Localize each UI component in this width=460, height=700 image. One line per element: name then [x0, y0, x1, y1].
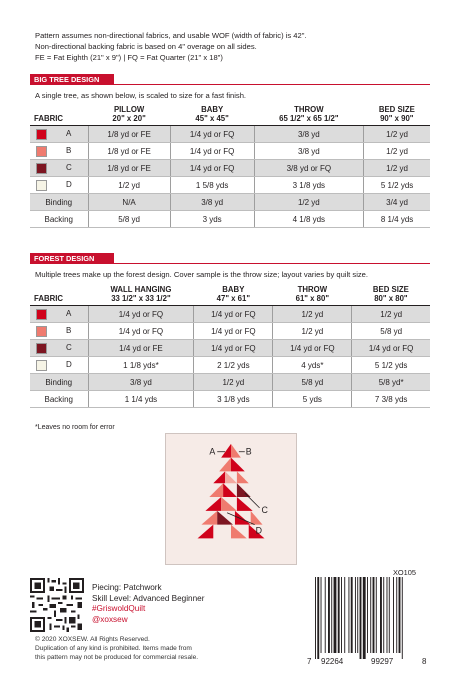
forest-yardage-table [30, 284, 430, 408]
pattern-code: XO105 [393, 568, 417, 577]
barcode-digit-left: 7 [307, 657, 312, 666]
table-cell: 5 1/2 yds [352, 357, 430, 374]
table-cell: 5 yds [273, 391, 352, 408]
skill-level: Skill Level: Advanced Beginner [92, 593, 205, 603]
column-header-pillow: PILLOW 20" x 20" [88, 104, 170, 126]
table-cell: 7 3/8 yds [352, 391, 430, 408]
footnote: *Leaves no room for error [35, 424, 115, 431]
barcode-bar [348, 577, 349, 653]
table-cell: 1/4 yd or FQ [170, 126, 254, 143]
table-cell: 1/2 yd [254, 194, 364, 211]
table-row [30, 126, 430, 143]
tree-block-diagram [165, 433, 297, 565]
label-d: D [255, 525, 263, 536]
table-cell: 1/2 yd [194, 374, 273, 391]
barcode-bar [355, 577, 356, 653]
column-header-bed-size: BED SIZE 80" x 80" [352, 284, 430, 306]
table-cell: 1/8 yd or FE [88, 143, 170, 160]
table-cell: 3/4 yd [364, 194, 430, 211]
column-header-throw: THROW 61" x 80" [273, 284, 352, 306]
column-header-throw: THROW 65 1/2" x 65 1/2" [254, 104, 364, 126]
pointer-c [245, 493, 260, 508]
table-header-row [30, 104, 430, 126]
barcode-group-2: 99297 [371, 657, 394, 666]
copyright-line: this pattern may not be produced for commercial resale. [35, 653, 199, 661]
barcode-bar [380, 577, 382, 653]
copyright-line: © 2020 XOXSEW. All Rights Reserved. [35, 636, 150, 643]
table-cell: 3 1/8 yds [254, 177, 364, 194]
table-cell: 5 1/2 yds [364, 177, 430, 194]
copyright-notice [35, 636, 198, 662]
table-header-row [30, 284, 430, 306]
patch [201, 511, 217, 525]
column-header-baby: BABY 45" x 45" [170, 104, 254, 126]
table-cell: 1/4 yd or FQ [194, 306, 273, 323]
table-cell: 1/2 yd [273, 306, 352, 323]
barcode-bar [341, 577, 342, 653]
fabric-swatch-a [36, 309, 47, 320]
barcode-digit-right: 8 [422, 657, 427, 666]
barcode-bar [360, 577, 362, 659]
fabric-cell: B [30, 323, 88, 340]
table-cell: 1/2 yd [88, 177, 170, 194]
fabric-cell: D [30, 357, 88, 374]
table-cell: 3/8 yd [88, 374, 194, 391]
table-row [30, 374, 430, 391]
table-cell: 1/4 yd or FQ [170, 143, 254, 160]
table-cell: 1/4 yd or FQ [352, 340, 430, 357]
forest-section-title: FOREST DESIGN [30, 253, 114, 264]
barcode-bar [344, 577, 345, 653]
row-label-binding: Binding [30, 374, 88, 391]
fabric-cell: D [30, 177, 88, 194]
intro-text [35, 30, 435, 64]
barcode-group-1: 92264 [321, 657, 344, 666]
patch [209, 483, 223, 497]
barcode-bar [399, 577, 401, 653]
fabric-cell: A [30, 306, 88, 323]
barcode-bar [396, 577, 397, 653]
table-cell: 1/2 yd [364, 143, 430, 160]
table-cell: 3/8 yd [170, 194, 254, 211]
intro-line-wof: Pattern assumes non-directional fabrics, and usable WOF (width of fabric) is 42". [35, 31, 307, 40]
table-cell: 1/8 yd or FE [88, 126, 170, 143]
patch [198, 525, 214, 539]
barcode-bar [315, 577, 316, 659]
fabric-cell: C [30, 160, 88, 177]
patch [235, 511, 251, 525]
patch [217, 511, 233, 525]
patch-a [221, 444, 231, 458]
table-cell: N/A [88, 194, 170, 211]
patch [237, 471, 249, 483]
patch [231, 525, 247, 539]
barcode-bar [363, 577, 366, 659]
copyright-line: Duplication of any kind is prohibited. Items made from [35, 644, 192, 652]
intro-line-backing: Non-directional backing fabric is based on 4" overage on all sides. [35, 42, 257, 52]
intro-line-abbreviations: FE = Fat Eighth (21" x 9") | FQ = Fat Quarter (21" x 18") [35, 53, 223, 63]
piecing-info: Piecing: Patchwork [92, 583, 162, 592]
big-tree-description: A single tree, as shown below, is scaled to size for a fast finish. [35, 91, 247, 100]
table-row [30, 211, 430, 228]
table-cell: 1 5/8 yds [170, 177, 254, 194]
barcode-bar [370, 577, 371, 653]
barcode-icon [305, 575, 430, 667]
table-cell: 1/4 yd or FQ [194, 323, 273, 340]
big-tree-section-title: BIG TREE DESIGN [30, 74, 114, 85]
table-cell: 1/2 yd [364, 160, 430, 177]
row-label-backing: Backing [30, 391, 88, 408]
column-header-fabric: FABRIC [30, 284, 88, 306]
table-cell: 5/8 yd* [352, 374, 430, 391]
column-header-fabric: FABRIC [30, 104, 88, 126]
barcode-bar [357, 577, 358, 653]
table-cell: 3/8 yd [254, 143, 364, 160]
upc-barcode [305, 575, 430, 667]
fabric-cell: B [30, 143, 88, 160]
patch [219, 458, 231, 472]
table-cell: 4 1/8 yds [254, 211, 364, 228]
fabric-swatch-d [36, 360, 47, 371]
table-cell: 2 1/2 yds [194, 357, 273, 374]
fabric-cell: C [30, 340, 88, 357]
column-header-baby: BABY 47" x 61" [194, 284, 273, 306]
table-row [30, 177, 430, 194]
column-header-wall-hanging: WALL HANGING 33 1/2" x 33 1/2" [88, 284, 194, 306]
hashtag: #GriswoldQuilt [92, 604, 146, 613]
patch [221, 497, 237, 511]
big-tree-yardage-table [30, 104, 430, 228]
barcode-bar [373, 577, 375, 653]
row-label-backing: Backing [30, 211, 88, 228]
barcode-bar [393, 577, 394, 653]
table-cell: 1/4 yd or FE [88, 340, 194, 357]
table-cell: 1 1/4 yds [88, 391, 194, 408]
big-tree-rule [30, 84, 430, 85]
row-label-binding: Binding [30, 194, 88, 211]
table-cell: 1/2 yd [273, 323, 352, 340]
barcode-bar [338, 577, 340, 653]
patch [225, 471, 237, 483]
fabric-swatch-d [36, 180, 47, 191]
barcode-bar [351, 577, 353, 653]
barcode-bar [383, 577, 384, 653]
table-cell: 4 yds* [273, 357, 352, 374]
fabric-swatch-b [36, 146, 47, 157]
barcode-bar [331, 577, 332, 653]
table-row [30, 391, 430, 408]
label-b: B [245, 446, 252, 457]
barcode-bar [367, 577, 368, 653]
table-cell: 3 yds [170, 211, 254, 228]
table-cell: 1/8 yd or FE [88, 160, 170, 177]
table-cell: 8 1/4 yds [364, 211, 430, 228]
pattern-credits [92, 583, 204, 625]
table-cell: 1/4 yd or FQ [170, 160, 254, 177]
label-a: A [209, 446, 216, 457]
qr-code-icon [30, 578, 84, 632]
table-row [30, 323, 430, 340]
patch-b [231, 444, 241, 458]
fabric-swatch-a [36, 129, 47, 140]
barcode-bar [402, 577, 403, 659]
forest-description: Multiple trees make up the forest design. Cover sample is the throw size; layout varies by quilt size. [35, 270, 369, 279]
barcode-bar [325, 577, 326, 653]
patch [223, 483, 237, 497]
table-row [30, 357, 430, 374]
table-row [30, 143, 430, 160]
table-cell: 5/8 yd [273, 374, 352, 391]
table-cell: 1/2 yd [352, 306, 430, 323]
qr-code [30, 578, 84, 632]
forest-rule [30, 263, 430, 264]
patch [231, 458, 245, 472]
table-cell: 3/8 yd or FQ [254, 160, 364, 177]
social-handle: @xoxsew [92, 614, 128, 624]
table-row [30, 340, 430, 357]
barcode-bar [321, 577, 322, 653]
table-row [30, 194, 430, 211]
barcode-bar [387, 577, 388, 653]
fabric-swatch-c [36, 343, 47, 354]
table-cell: 1/2 yd [364, 126, 430, 143]
table-row [30, 160, 430, 177]
table-cell: 3/8 yd [254, 126, 364, 143]
tree-diagram-svg [166, 434, 296, 564]
table-row [30, 306, 430, 323]
table-cell: 3 1/8 yds [194, 391, 273, 408]
patch [205, 497, 221, 511]
table-cell: 5/8 yd [352, 323, 430, 340]
table-cell: 5/8 yd [88, 211, 170, 228]
table-cell: 1/4 yd or FQ [88, 323, 194, 340]
patch [213, 471, 225, 483]
table-cell: 1/4 yd or FQ [88, 306, 194, 323]
fabric-cell: A [30, 126, 88, 143]
patch-c [237, 483, 251, 497]
table-cell: 1/4 yd or FQ [273, 340, 352, 357]
label-c: C [261, 504, 268, 515]
barcode-bar [328, 577, 330, 653]
fabric-swatch-b [36, 326, 47, 337]
fabric-swatch-c [36, 163, 47, 174]
barcode-bar [334, 577, 337, 653]
barcode-bar [376, 577, 377, 653]
column-header-bed-size: BED SIZE 90" x 90" [364, 104, 430, 126]
barcode-bar [389, 577, 390, 653]
barcode-bar [317, 577, 319, 659]
table-cell: 1/4 yd or FQ [194, 340, 273, 357]
table-cell: 1 1/8 yds* [88, 357, 194, 374]
